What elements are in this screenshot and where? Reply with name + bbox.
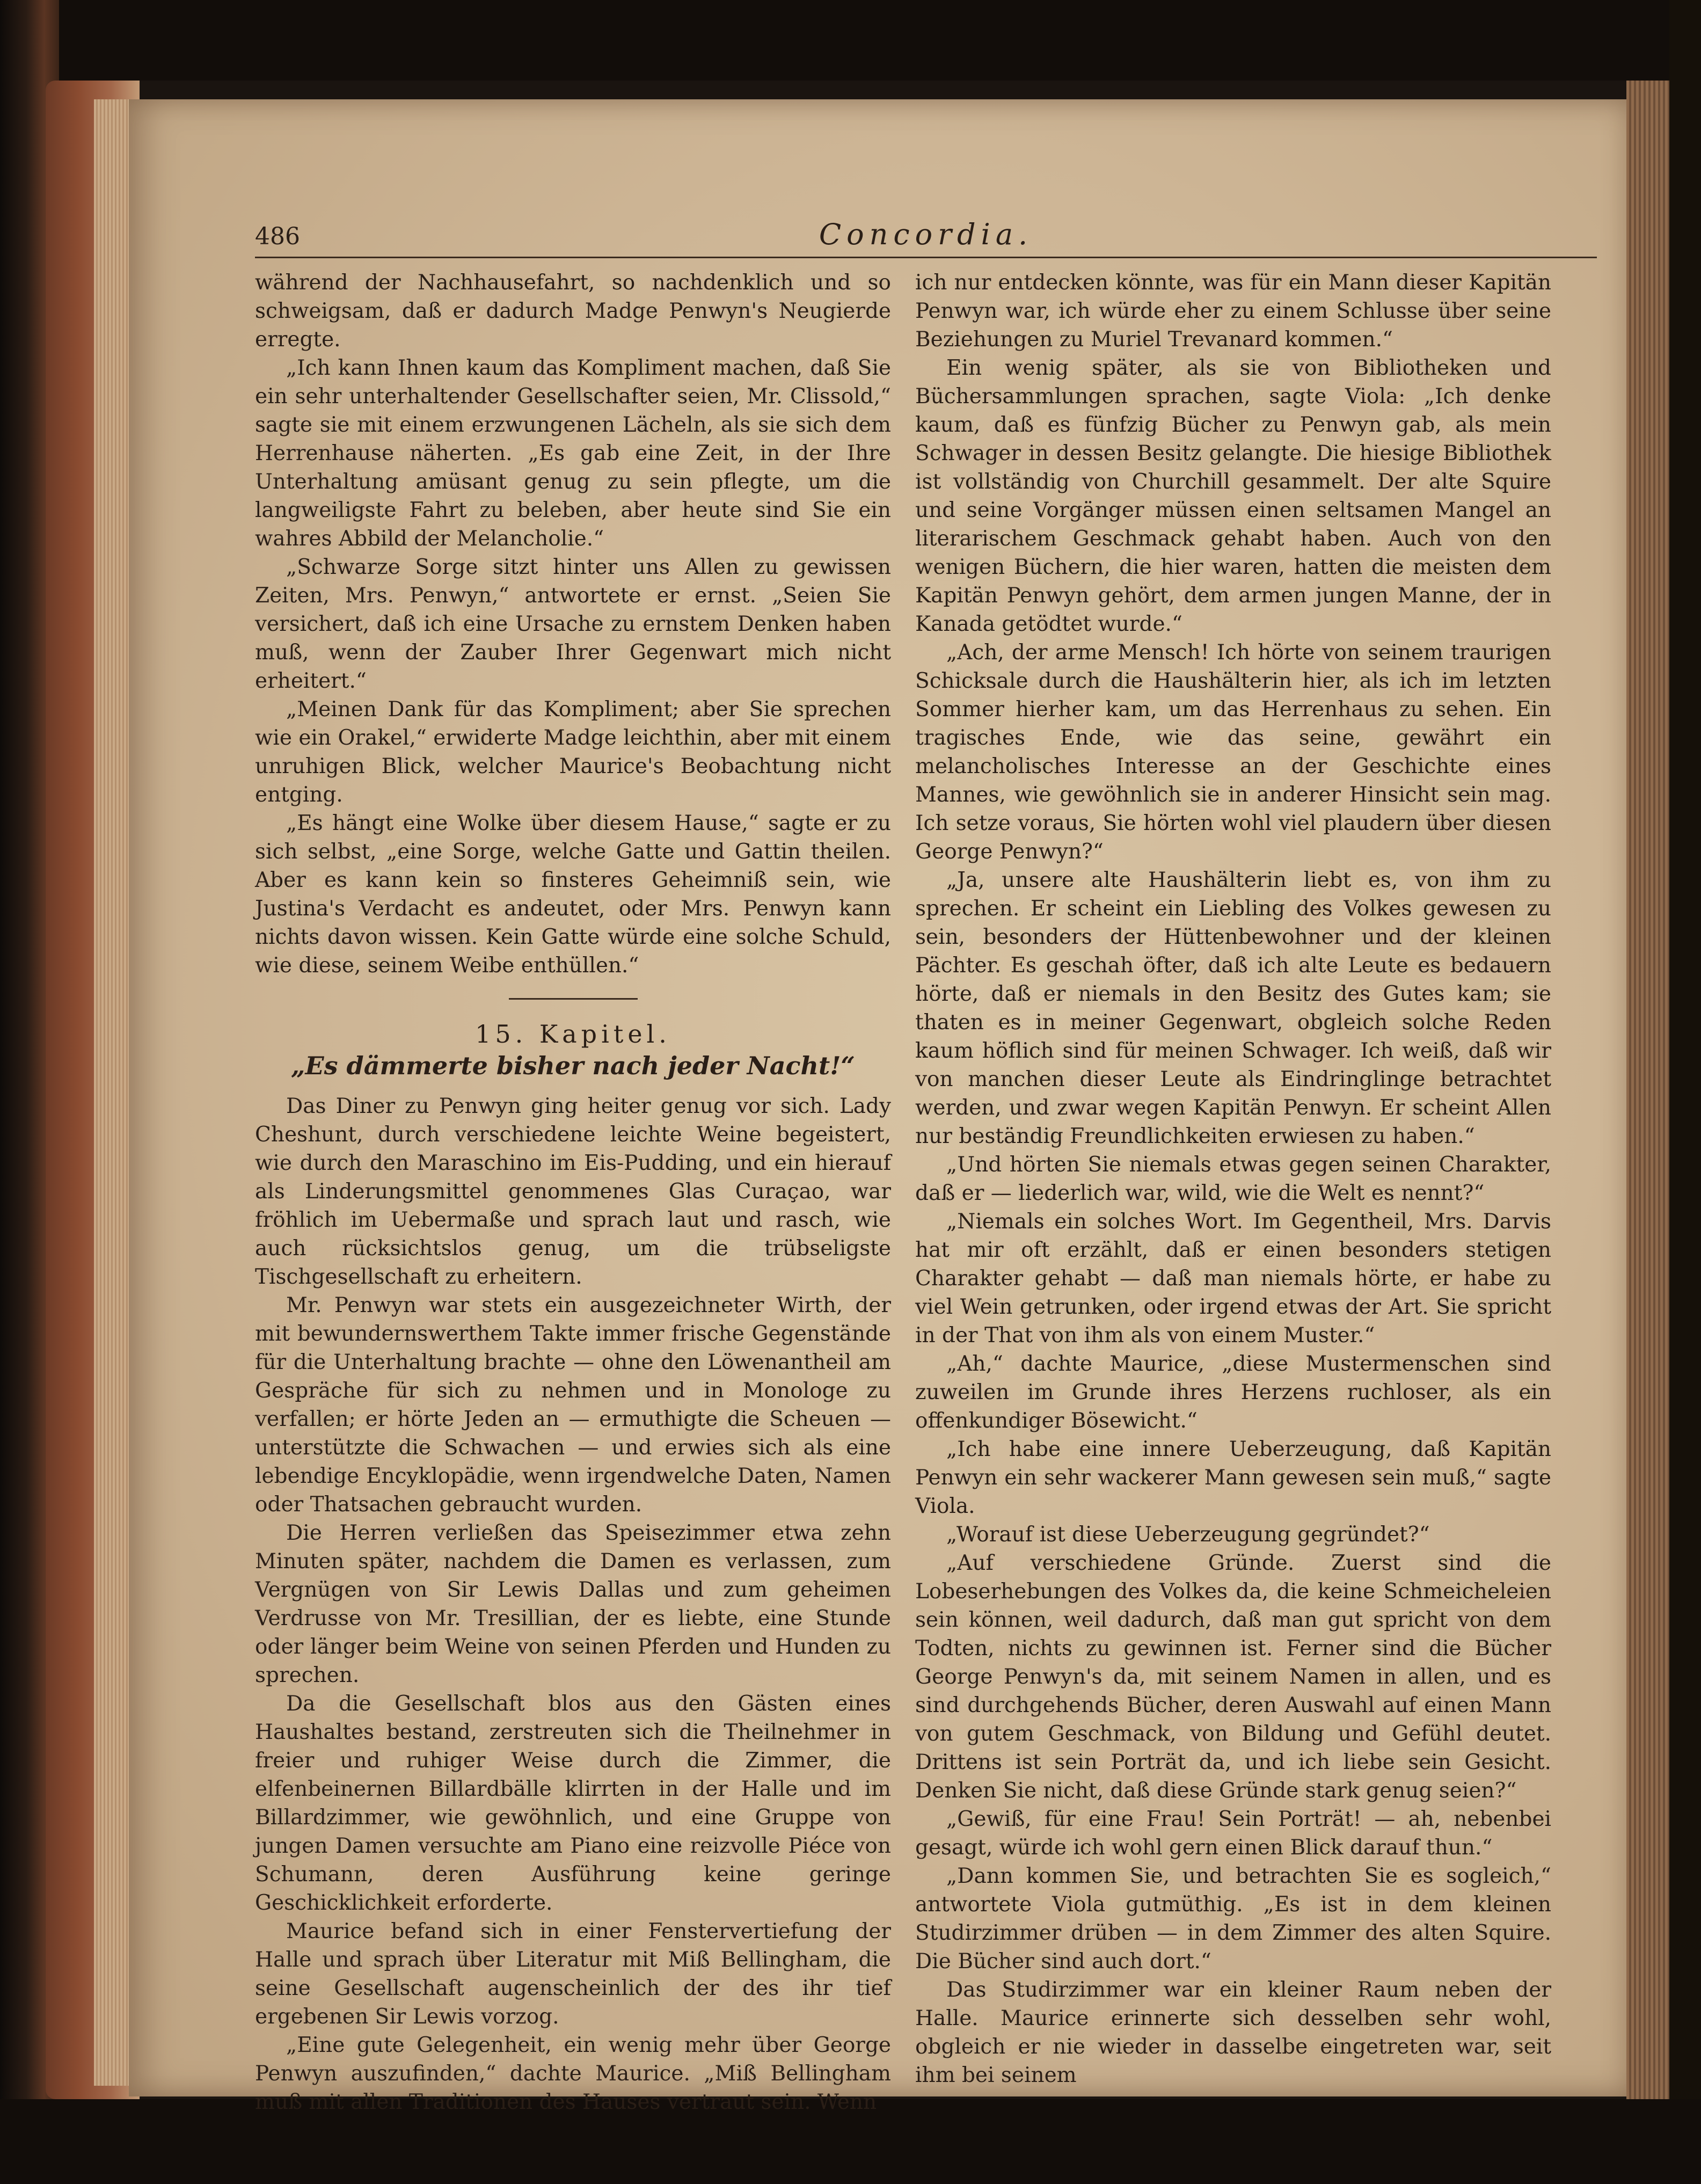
paragraph: „Schwarze Sorge sitzt hinter uns Allen zu gewissen Zeiten, Mrs. Penwyn,“ antwortete er ernst. „Seien Sie versichert, daß ich eine Ursache zu ernstem Denken haben muß, wenn der Zauber Ihrer Gegenwart mich nicht erheitert.“: [255, 555, 891, 693]
page-number: 486: [255, 223, 300, 250]
paragraph: „Worauf ist diese Ueberzeugung gegründet?“: [946, 1523, 1430, 1547]
paragraph: „Niemals ein solches Wort. Im Gegentheil, Mrs. Darvis hat mir oft erzählt, daß er einen besonders stetigen Charakter gehabt — daß man niemals hörte, er habe zu viel Wein getrunken, oder irgend etwas der Art. Sie spricht in der That von ihm als von einem Muster.“: [915, 1210, 1551, 1348]
paragraph: Die Herren verließen das Speisezimmer etwa zehn Minuten später, nachdem die Damen es verlassen, zum Vergnügen von Sir Lewis Dallas und zum geheimen Verdrusse von Mr. Tresillian, der es liebte, eine Stunde oder länger beim Weine von seinen Pferden und Hunden zu sprechen.: [255, 1521, 891, 1687]
page-header: [255, 217, 1597, 255]
paragraph: „Auf verschiedene Gründe. Zuerst sind die Lobeserhebungen des Volkes da, die keine Schmeicheleien sein können, weil dadurch, daß man gut spricht von dem Todten, nichts zu gewinnen ist. Ferner sind die Bücher George Penwyn's da, mit seinem Namen in allen, und es sind durchgehends Bücher, deren Auswahl auf einen Mann von gutem Geschmack, von Bildung und Gefühl deutet. Drittens ist sein Porträt da, und ich liebe sein Gesicht. Denken Sie nicht, daß diese Gründe stark genug seien?“: [915, 1551, 1551, 1803]
scan-background-top: [0, 0, 1701, 81]
paragraph: „Eine gute Gelegenheit, ein wenig mehr über George Penwyn auszufinden,“ dachte Maurice. „Miß Bellingham muß mit allen Traditionen des Hauses vertraut sein. Wenn: [255, 2033, 891, 2114]
paragraph: „Ich habe eine innere Ueberzeugung, daß Kapitän Penwyn ein sehr wackerer Mann gewesen sein muß,“ sagte Viola.: [915, 1437, 1551, 1518]
paragraph: „Ach, der arme Mensch! Ich hörte von seinem traurigen Schicksale durch die Haushälterin hier, als ich im letzten Sommer hierher kam, um das Herrenhaus zu sehen. Ein tragisches Ende, wie das seine, gewährt ein melancholisches Interesse an der Geschichte eines Mannes, wie gewöhnlich sie in anderer Hinsicht sein mag. Ich setze voraus, Sie hörten wohl viel plaudern über diesen George Penwyn?“: [915, 640, 1551, 864]
chapter-subtitle: „Es dämmerte bisher nach jeder Nacht!“: [291, 1051, 855, 1080]
paragraph: „Es hängt eine Wolke über diesem Hause,“ sagte er zu sich selbst, „eine Sorge, welche Gatte und Gattin theilen. Aber es kann kein so finsteres Geheimniß sein, wie Justina's Verdacht es andeutet, oder Mrs. Penwyn kann nichts davon wissen. Kein Gatte würde eine solche Schuld, wie diese, seinem Weibe enthüllen.“: [255, 811, 891, 978]
right-column: [915, 268, 1551, 2090]
paragraph: Maurice befand sich in einer Fenstervertiefung der Halle und sprach über Literatur mit Miß Bellingham, die seine Gesellschaft augenscheinlich der des ihr tief ergebenen Sir Lewis vorzog.: [255, 1919, 891, 2029]
paragraph: „Ah,“ dachte Maurice, „diese Mustermenschen sind zuweilen im Grunde ihres Herzens ruchloser, als ein offenkundiger Bösewicht.“: [915, 1352, 1551, 1433]
paragraph: „Gewiß, für eine Frau! Sein Porträt! — ah, nebenbei gesagt, würde ich wohl gern einen Blick darauf thun.“: [915, 1807, 1551, 1860]
paragraph: „Ja, unsere alte Haushälterin liebt es, von ihm zu sprechen. Er scheint ein Liebling des Volkes gewesen zu sein, besonders der Hüttenbewohner und der kleinen Pächter. Es geschah öfter, daß ich alte Leute es bedauern hörte, daß er niemals in den Besitz des Gutes kam; sie thaten es in meiner Gegenwart, obgleich solche Reden kaum höflich sind für meinen Schwager. Ich weiß, daß wir von manchen dieser Leute als Eindringlinge betrachtet werden, und zwar wegen Kapitän Penwyn. Er scheint Allen nur beständig Freundlichkeiten erwiesen zu haben.“: [915, 868, 1551, 1148]
paragraph: Mr. Penwyn war stets ein ausgezeichneter Wirth, der mit bewundernswerthem Takte immer frische Gegenstände für die Unterhaltung brachte — ohne den Löwenantheil am Gespräche für sich zu nehmen und in Monologe zu verfallen; er hörte Jeden an — ermuthigte die Scheuen — unterstützte die Schwachen — und erwies sich als eine lebendige Encyklopädie, wenn irgendwelche Daten, Namen oder Thatsachen gebraucht wurden.: [255, 1293, 891, 1517]
chapter-title: 15. Kapitel.: [475, 1020, 671, 1049]
paragraph: Ein wenig später, als sie von Bibliotheken und Büchersammlungen sprachen, sagte Viola: „Ich denke kaum, daß es fünfzig Bücher zu Penwyn gab, als mein Schwager in dessen Besitz gelangte. Die hiesige Bibliothek ist vollständig von Churchill gesammelt. Der alte Squire und seine Vorgänger müssen einen seltsamen Mangel an literarischem Geschmack gehabt haben. Auch von den wenigen Büchern, die hier waren, hatten die meisten dem Kapitän Penwyn gehört, dem armen jungen Manne, der in Kanada getödtet wurde.“: [915, 356, 1551, 636]
paragraph: Das Studirzimmer war ein kleiner Raum neben der Halle. Maurice erinnerte sich desselben sehr wohl, obgleich er nie wieder in dasselbe eingetreten war, seit ihm bei seinem: [915, 1978, 1551, 2087]
paragraph: „Und hörten Sie niemals etwas gegen seinen Charakter, daß er — liederlich war, wild, wie die Welt es nennt?“: [915, 1153, 1551, 1205]
paragraph: „Meinen Dank für das Kompliment; aber Sie sprechen wie ein Orakel,“ erwiderte Madge leichthin, aber mit einem unruhigen Blick, welcher Maurice's Beobachtung nicht entging.: [255, 697, 891, 807]
section-divider: [509, 998, 638, 1000]
paragraph: „Dann kommen Sie, und betrachten Sie es sogleich,“ antwortete Viola gutmüthig. „Es ist in dem kleinen Studirzimmer drüben — in dem Zimmer des alten Squire. Die Bücher sind auch dort.“: [915, 1864, 1551, 1974]
header-rule: [255, 257, 1597, 258]
paragraph: Das Diner zu Penwyn ging heiter genug vor sich. Lady Cheshunt, durch verschiedene leichte Weine begeistert, wie durch den Maraschino im Eis-Pudding, und ein hierauf als Linderungsmittel genommenes Glas Curaçao, war fröhlich im Uebermaße und sprach laut und rasch, wie auch rücksichtslos genug, um die trübseligste Tischgesellschaft zu erheitern.: [255, 1094, 891, 1289]
paragraph: ich nur entdecken könnte, was für ein Mann dieser Kapitän Penwyn war, ich würde eher zu einem Schlusse über seine Beziehungen zu Muriel Trevanard kommen.“: [915, 271, 1551, 352]
paragraph: während der Nachhausefahrt, so nachdenklich und so schweigsam, daß er dadurch Madge Penwyn's Neugierde erregte.: [255, 271, 891, 352]
running-title: Concordia.: [819, 217, 1033, 251]
paragraph: Da die Gesellschaft blos aus den Gästen eines Haushaltes bestand, zerstreuten sich die Theilnehmer in freier und ruhiger Weise durch die Zimmer, die elfenbeinernen Billardbälle klirrten in der Halle und im Billardzimmer, wie gewöhnlich, und eine Gruppe von jungen Damen versuchte am Piano eine reizvolle Piéce von Schumann, deren Ausführung keine geringe Geschicklichkeit erforderte.: [255, 1692, 891, 1915]
paragraph: „Ich kann Ihnen kaum das Kompliment machen, daß Sie ein sehr unterhaltender Gesellschafter seien, Mr. Clissold,“ sagte sie mit einem erzwungenen Lächeln, als sie sich dem Herrenhause näherten. „Es gab eine Zeit, in der Ihre Unterhaltung amüsant genug zu sein pflegte, um die langweiligste Fahrt zu beleben, aber heute sind Sie ein wahres Abbild der Melancholie.“: [255, 356, 891, 551]
scan-background-right: [1669, 0, 1701, 2184]
left-column: [255, 268, 891, 2116]
